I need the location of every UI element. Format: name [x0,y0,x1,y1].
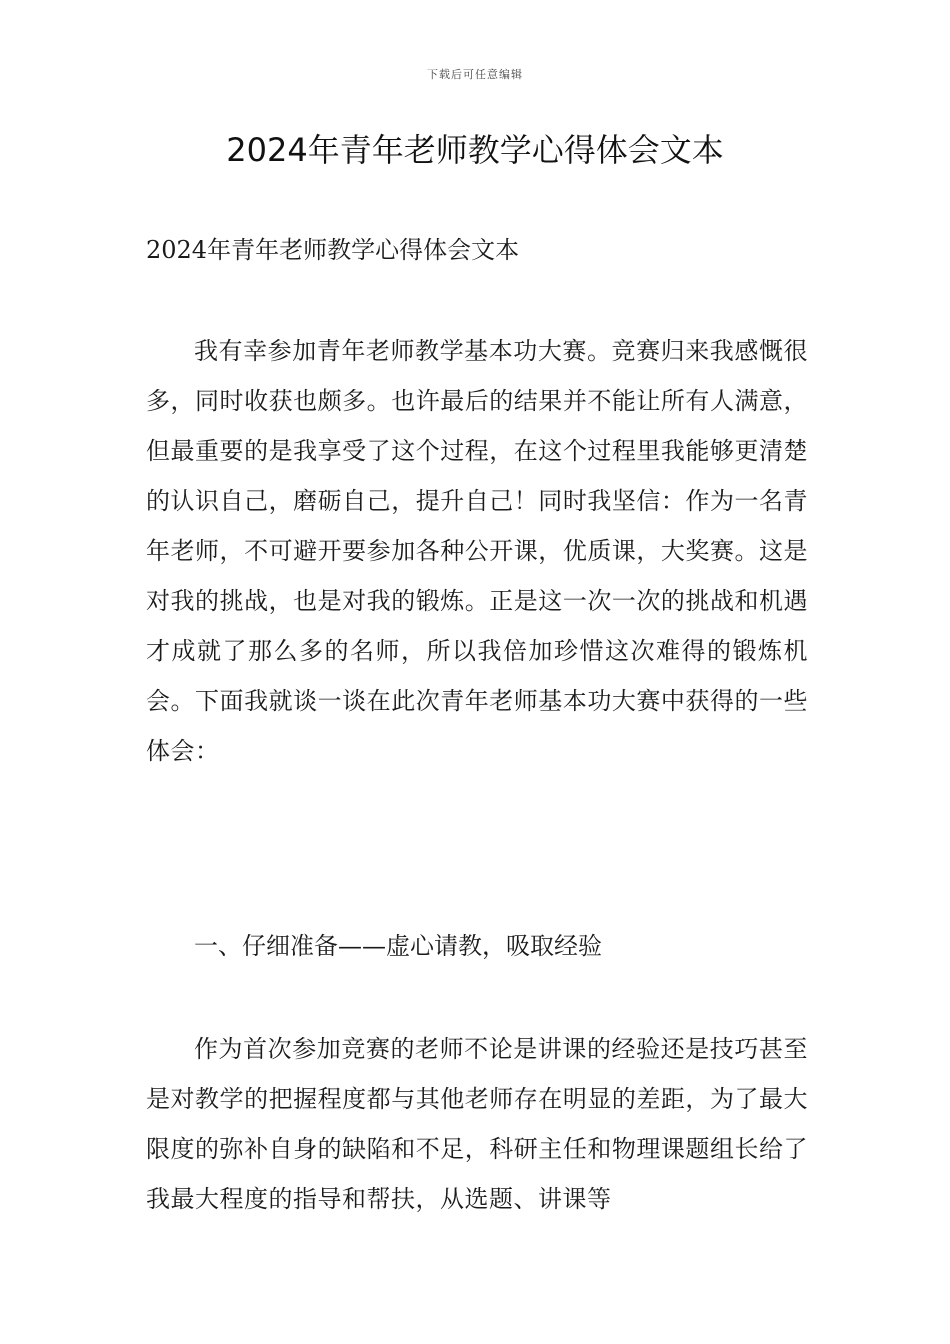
paragraph-preparation: 作为首次参加竞赛的老师不论是讲课的经验还是技巧甚至是对教学的把握程度都与其他老师存在明显的差距，为了最大限度的弥补自身的缺陷和不足，科研主任和物理课题组长给了我最大程度的指导和帮扶，从选题、讲课等 [146,1035,808,1213]
section-heading: 一、仔细准备——虚心请教，吸取经验 [194,932,602,960]
document-title: 2024年青年老师教学心得体会文本 [226,131,724,169]
document-subtitle: 2024年青年老师教学心得体会文本 [146,236,520,264]
header-note: 下载后可任意编辑 [427,68,523,81]
paragraph-intro: 我有幸参加青年老师教学基本功大赛。竞赛归来我感慨很多，同时收获也颇多。也许最后的结果并不能让所有人满意，但最重要的是我享受了这个过程，在这个过程里我能够更清楚的认识自己，磨砺自己，提升自己！同时我坚信：作为一名青年老师，不可避开要参加各种公开课，优质课，大奖赛。这是对我的挑战，也是对我的锻炼。正是这一次一次的挑战和机遇才成就了那么多的名师，所以我倍加珍惜这次难得的锻炼机会。下面我就谈一谈在此次青年老师基本功大赛中获得的一些体会： [146,337,808,765]
